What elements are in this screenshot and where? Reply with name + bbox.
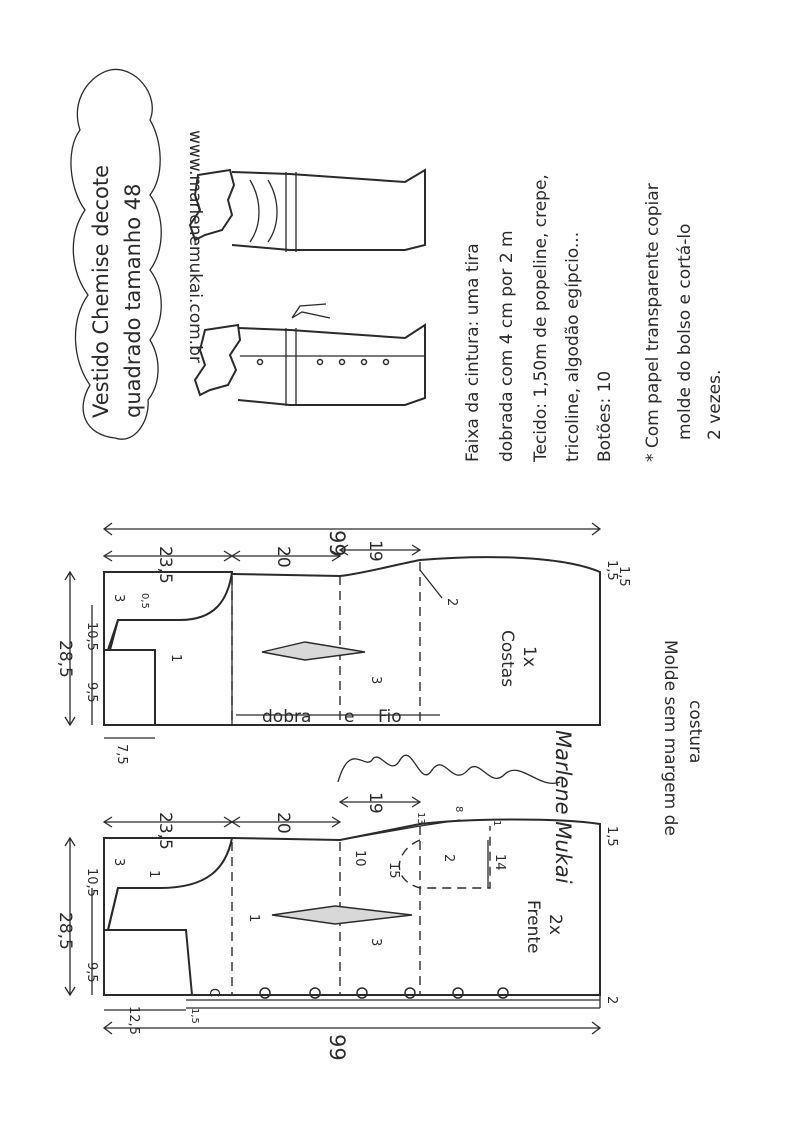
signature: Marlene Mukai (551, 730, 575, 884)
back-dim-neck-drop: 9,5 (84, 682, 99, 703)
signature-graphic (338, 755, 560, 783)
front-dim-bottom: 2 (604, 996, 619, 1005)
front-dim-hem: 1,5 (604, 826, 619, 847)
front-dim-pocket-8: 8 (453, 806, 464, 813)
note-pocket-1: * Com papel transparente copiar (643, 183, 663, 462)
front-qty: 2x (545, 914, 565, 935)
back-dim-seg1: 23,5 (155, 546, 175, 584)
title-line2: quadrado tamanho 48 (121, 183, 145, 418)
front-total-dim: 99 (325, 1034, 349, 1061)
back-dim-shoulder-h: 10,5 (84, 622, 99, 651)
back-hem-side: 1,5 (616, 566, 631, 587)
front-dim-pocket-14: 14 (492, 854, 507, 871)
back-dim-hem: 1,5 (604, 560, 619, 581)
title-cloud (71, 69, 161, 439)
front-dim-seg3: 19 (365, 792, 385, 814)
footer-note-1: Molde sem margem de (660, 640, 680, 836)
dress-sketch-front (195, 304, 425, 406)
dress-sketch-back (190, 170, 425, 252)
back-dim-neck-mark: 1 (168, 654, 183, 663)
back-total-dim: 99 (325, 530, 349, 557)
front-dim-placket: 1,5 (189, 1008, 200, 1024)
back-dim-shoulder-drop: 0,5 (139, 593, 150, 609)
front-dim-seg2: 20 (273, 812, 293, 834)
front-dim-width: 28,5 (55, 912, 75, 950)
footer-note-2: costura (685, 700, 705, 764)
note-fabric-1: Tecido: 1,50m de popeline, crepe, (531, 174, 551, 462)
note-fabric-2: tricoline, algodão egípcio... (563, 231, 583, 462)
back-grain-label: Fio (378, 707, 402, 727)
back-dim-neck-w: 7,5 (114, 744, 129, 765)
note-pocket-3: 2 vezes. (705, 369, 725, 440)
back-dim-dart: 3 (368, 676, 383, 685)
front-dim-neck-drop: 9,5 (84, 962, 99, 983)
front-pattern-piece (65, 797, 600, 1034)
front-label: Frente (523, 900, 543, 954)
front-dim-pocket-label: 2 (441, 854, 456, 863)
front-dim-dart: 3 (368, 938, 383, 947)
front-dim-pocket-top: 10 (352, 850, 367, 867)
front-dim-placket-c: C (206, 988, 221, 998)
front-dim-shoulder-w: 3 (111, 858, 126, 867)
note-buttons: Botões: 10 (595, 370, 615, 462)
front-dim-armhole-mark: 1 (146, 870, 161, 879)
title-line1: Vestido Chemise decote (89, 164, 113, 418)
front-dim-shoulder-h: 10,5 (84, 868, 99, 897)
front-dim-neck-w: 12,5 (126, 1006, 141, 1035)
note-pocket-2: molde do bolso e cortá-lo (675, 223, 695, 440)
note-belt-1: Faixa da cintura: uma tira (463, 243, 483, 462)
back-fold-conj: e (344, 707, 355, 727)
back-dim-seg3: 19 (365, 540, 385, 562)
back-qty: 1x (519, 646, 539, 667)
front-dim-pocket-small: 1 (491, 820, 502, 827)
back-label: Costas (497, 630, 517, 688)
front-dim-pocket-diag: 13 (415, 812, 426, 825)
website-url: www.marlenemukai.com.br (185, 130, 205, 363)
back-dim-width: 28,5 (55, 640, 75, 678)
front-dim-pocket-side: 15 (386, 862, 401, 879)
back-dim-shoulder-w: 3 (111, 594, 126, 603)
front-dim-seg1: 23,5 (155, 812, 175, 850)
note-belt-2: dobrada com 4 cm por 2 m (497, 230, 517, 462)
back-dim-hem-curve: 2 (444, 598, 459, 607)
back-fold-label: dobra (262, 707, 312, 727)
back-dim-seg2: 20 (273, 546, 293, 568)
front-dim-neck-mark: 1 (246, 914, 261, 923)
